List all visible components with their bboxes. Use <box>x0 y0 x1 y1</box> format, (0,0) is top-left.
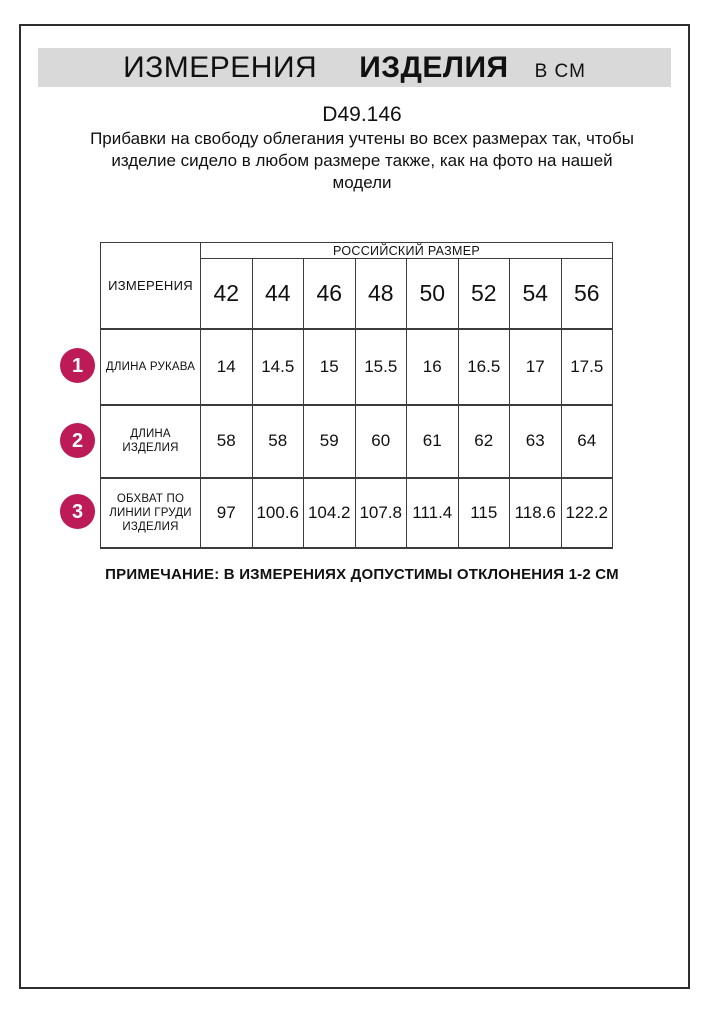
product-description: Прибавки на свободу облегания учтены во всех размерах так, чтобы изделие сидело в любом размере также, как на фото на нашей модели <box>90 129 634 192</box>
tolerance-note: ПРИМЕЧАНИЕ: В ИЗМЕРЕНИЯХ ДОПУСТИМЫ ОТКЛОНЕНИЯ 1-2 СМ <box>105 566 619 583</box>
russian-size-header: РОССИЙСКИЙ РАЗМЕР <box>201 243 613 259</box>
size-column-header: 54 <box>510 259 562 329</box>
measurement-value-cell: 64 <box>561 405 613 478</box>
measurement-row-label: ДЛИНА ИЗДЕЛИЯ <box>101 405 201 478</box>
page-title-bar <box>38 48 671 87</box>
table-row <box>101 329 613 405</box>
measurement-value-cell: 17 <box>510 329 562 405</box>
measurement-value-cell: 61 <box>407 405 459 478</box>
table-row <box>101 478 613 548</box>
size-column-header: 56 <box>561 259 613 329</box>
measurement-row-label: ОБХВАТ ПО ЛИНИИ ГРУДИ ИЗДЕЛИЯ <box>101 478 201 548</box>
measurement-value-cell: 97 <box>201 478 253 548</box>
page-title-measurements: ИЗМЕРЕНИЯ <box>123 51 318 84</box>
measurement-value-cell: 58 <box>201 405 253 478</box>
product-code: D49.146 <box>322 103 402 126</box>
measurement-value-cell: 16.5 <box>458 329 510 405</box>
size-group-header-row <box>101 243 613 259</box>
measurement-value-cell: 122.2 <box>561 478 613 548</box>
measurement-value-cell: 14.5 <box>252 329 304 405</box>
measurement-value-cell: 111.4 <box>407 478 459 548</box>
measurement-value-cell: 17.5 <box>561 329 613 405</box>
measurement-value-cell: 100.6 <box>252 478 304 548</box>
measurement-value-cell: 16 <box>407 329 459 405</box>
measurement-value-cell: 118.6 <box>510 478 562 548</box>
measurement-value-cell: 60 <box>355 405 407 478</box>
measurement-value-cell: 15.5 <box>355 329 407 405</box>
size-column-header: 52 <box>458 259 510 329</box>
size-column-header: 46 <box>304 259 356 329</box>
size-column-header: 50 <box>407 259 459 329</box>
measurement-value-cell: 62 <box>458 405 510 478</box>
row-number-badge: 3 <box>60 494 95 529</box>
measurement-value-cell: 59 <box>304 405 356 478</box>
measurement-value-cell: 104.2 <box>304 478 356 548</box>
size-column-header: 48 <box>355 259 407 329</box>
table-row <box>101 405 613 478</box>
measurements-tbody <box>101 329 613 548</box>
measurement-value-cell: 58 <box>252 405 304 478</box>
page-title-product: ИЗДЕЛИЯ <box>359 51 509 84</box>
measurement-value-cell: 115 <box>458 478 510 548</box>
page-title-units: В СМ <box>534 61 586 82</box>
measurement-row-label: ДЛИНА РУКАВА <box>101 329 201 405</box>
measurement-value-cell: 15 <box>304 329 356 405</box>
measurement-value-cell: 107.8 <box>355 478 407 548</box>
measurement-value-cell: 14 <box>201 329 253 405</box>
size-column-header: 44 <box>252 259 304 329</box>
measurements-table <box>100 242 613 549</box>
size-column-header: 42 <box>201 259 253 329</box>
row-number-badge: 1 <box>60 348 95 383</box>
row-number-badge: 2 <box>60 423 95 458</box>
measurements-column-header: ИЗМЕРЕНИЯ <box>101 243 201 329</box>
measurement-value-cell: 63 <box>510 405 562 478</box>
